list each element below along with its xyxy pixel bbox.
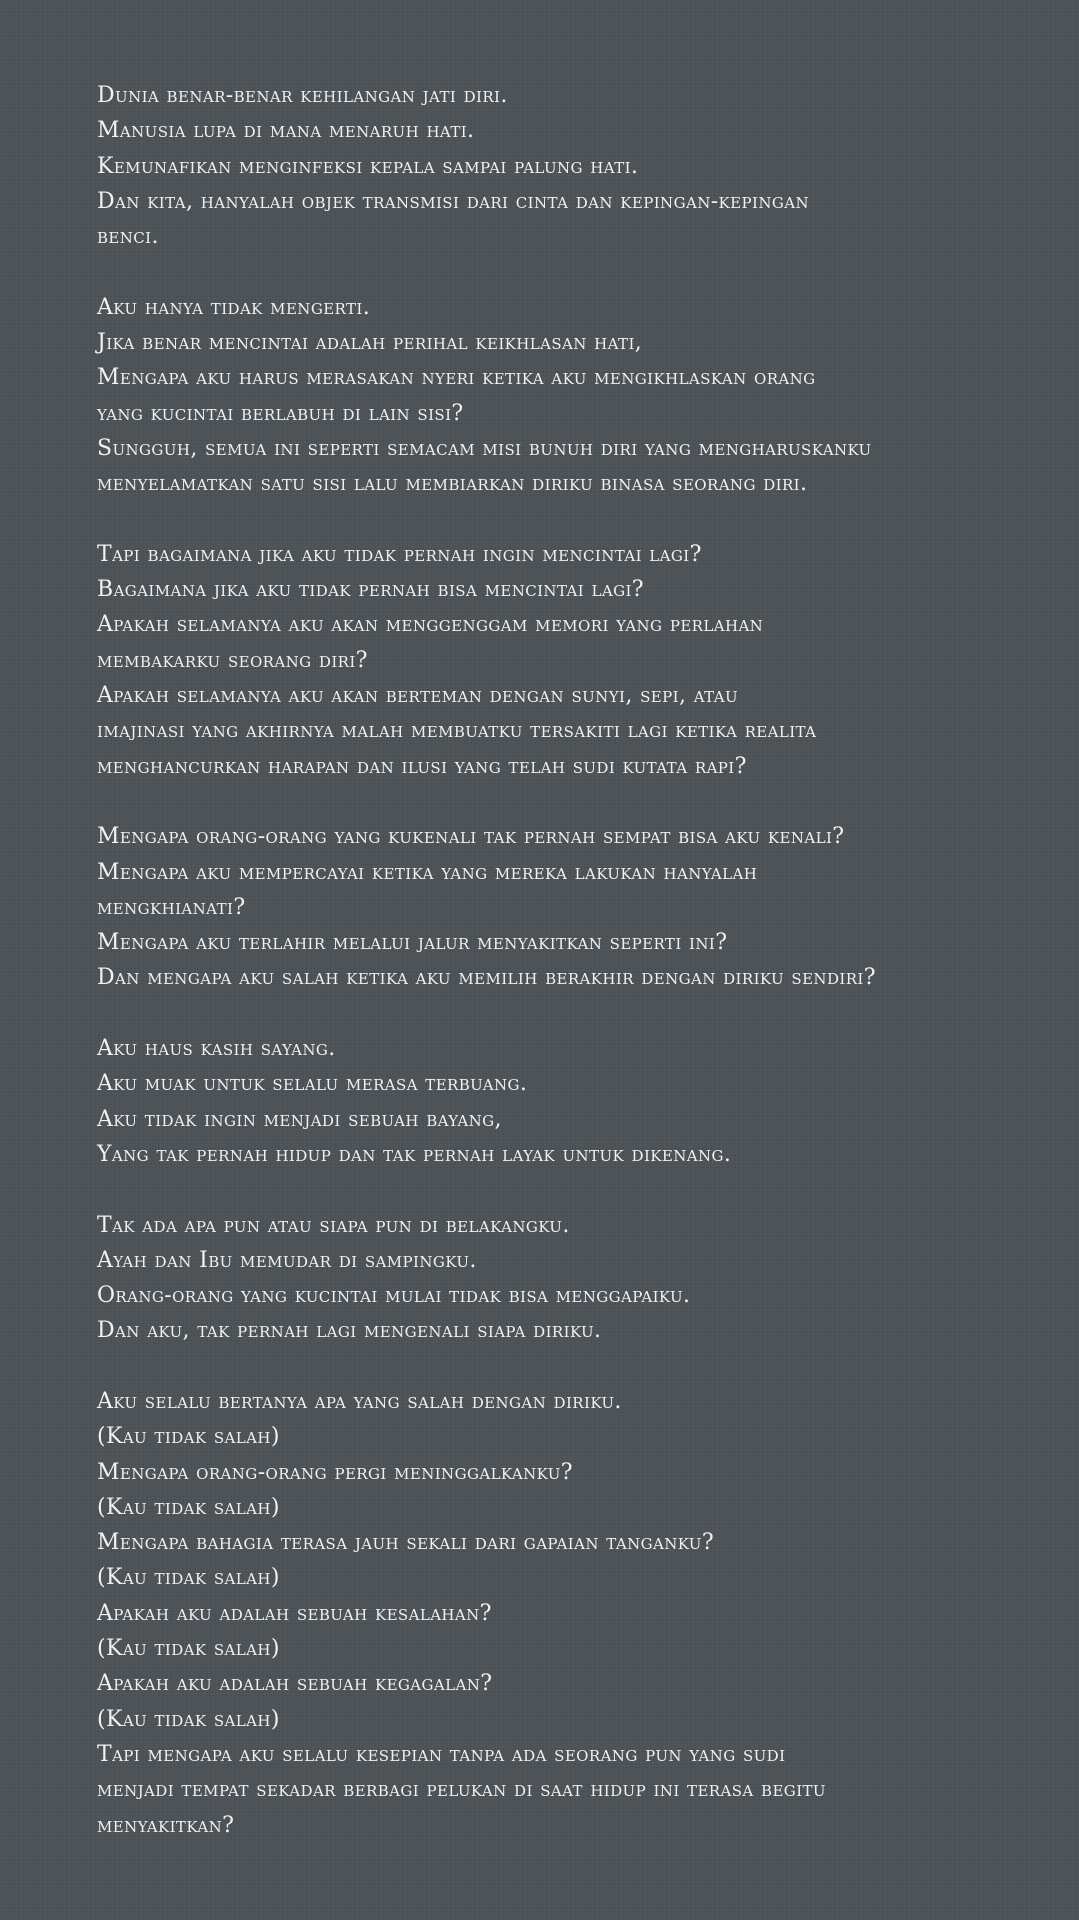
poem-line: Mengapa orang-orang yang kukenali tak pernah sempat bisa aku kenali? bbox=[97, 824, 845, 850]
stanza bbox=[97, 1384, 997, 1843]
poem-line: (Kau tidak salah) bbox=[97, 1424, 280, 1450]
poem-line: menyakitkan? bbox=[97, 1812, 235, 1838]
poem-line: Dunia benar-benar kehilangan jati diri. bbox=[97, 83, 508, 108]
poem-line: Apakah selamanya aku akan menggenggam memori yang perlahan bbox=[97, 612, 764, 638]
poem-line: mengkhianati? bbox=[97, 894, 246, 920]
poem-line: Yang tak pernah hidup dan tak pernah layak untuk dikenang. bbox=[97, 1141, 732, 1167]
stanza bbox=[97, 290, 997, 502]
poem-line: Jika benar mencintai adalah perihal keikhlasan hati, bbox=[97, 330, 643, 356]
poem-line: Dan mengapa aku salah ketika aku memilih berakhir dengan diriku sendiri? bbox=[97, 965, 876, 991]
stanza bbox=[97, 78, 997, 254]
poem-line: Mengapa bahagia terasa jauh sekali dari gapaian tanganku? bbox=[97, 1530, 715, 1556]
poem-line: (Kau tidak salah) bbox=[97, 1636, 280, 1662]
poem-line: Aku muak untuk selalu merasa terbuang. bbox=[97, 1071, 528, 1097]
poem-line: benci. bbox=[97, 224, 159, 250]
poem-line: Apakah selamanya aku akan berteman dengan sunyi, sepi, atau bbox=[97, 683, 739, 709]
poem-line: yang kucintai berlabuh di lain sisi? bbox=[97, 400, 464, 426]
poem-line: menjadi tempat sekadar berbagi pelukan di saat hidup ini terasa begitu bbox=[97, 1777, 826, 1803]
poem-line: Ayah dan Ibu memudar di sampingku. bbox=[97, 1247, 477, 1273]
poem-line: imajinasi yang akhirnya malah membuatku tersakiti lagi ketika realita bbox=[97, 718, 817, 744]
poem-line: Apakah aku adalah sebuah kegagalan? bbox=[97, 1671, 493, 1697]
poem-line: membakarku seorang diri? bbox=[97, 647, 368, 673]
poem-line: (Kau tidak salah) bbox=[97, 1494, 280, 1520]
poem-line: Kemunafikan menginfeksi kepala sampai palung hati. bbox=[97, 153, 639, 179]
poem-line: Aku hanya tidak mengerti. bbox=[97, 294, 371, 320]
poem-line: Orang-orang yang kucintai mulai tidak bisa menggapaiku. bbox=[97, 1283, 691, 1309]
poem-line: Mengapa aku harus merasakan nyeri ketika aku mengikhlaskan orang bbox=[97, 365, 816, 391]
poem-line: Dan kita, hanyalah objek transmisi dari cinta dan kepingan-kepingan bbox=[97, 188, 809, 214]
poem-line: menyelamatkan satu sisi lalu membiarkan diriku binasa seorang diri. bbox=[97, 471, 808, 497]
poem-line: Tak ada apa pun atau siapa pun di belakangku. bbox=[97, 1212, 570, 1238]
poem-line: (Kau tidak salah) bbox=[97, 1565, 280, 1591]
stanza bbox=[97, 819, 997, 995]
stanza bbox=[97, 1031, 997, 1172]
poem-line: Mengapa orang-orang pergi meninggalkanku? bbox=[97, 1459, 573, 1485]
poem-line: Aku selalu bertanya apa yang salah dengan diriku. bbox=[97, 1388, 622, 1414]
poem-line: (Kau tidak salah) bbox=[97, 1706, 280, 1732]
poem-line: Aku tidak ingin menjadi sebuah bayang, bbox=[97, 1106, 502, 1132]
poem-line: Aku haus kasih sayang. bbox=[97, 1036, 336, 1062]
poem-line: Bagaimana jika aku tidak pernah bisa mencintai lagi? bbox=[97, 577, 644, 603]
poem-line: Dan aku, tak pernah lagi mengenali siapa diriku. bbox=[97, 1318, 602, 1344]
poem-line: Sungguh, semua ini seperti semacam misi bunuh diri yang mengharuskanku bbox=[97, 435, 872, 461]
poem-line: Manusia lupa di mana menaruh hati. bbox=[97, 118, 475, 144]
poem-line: Tapi bagaimana jika aku tidak pernah ingin mencintai lagi? bbox=[97, 541, 702, 567]
poem-line: Apakah aku adalah sebuah kesalahan? bbox=[97, 1600, 492, 1626]
stanza bbox=[97, 1208, 997, 1349]
poem-line: Tapi mengapa aku selalu kesepian tanpa ada seorang pun yang sudi bbox=[97, 1741, 786, 1767]
stanza bbox=[97, 537, 997, 784]
poem-line: Mengapa aku mempercayai ketika yang mereka lakukan hanyalah bbox=[97, 859, 758, 885]
poem-line: Mengapa aku terlahir melalui jalur menyakitkan seperti ini? bbox=[97, 930, 728, 956]
poem-line: menghancurkan harapan dan ilusi yang telah sudi kutata rapi? bbox=[97, 753, 747, 779]
poem-text bbox=[97, 78, 997, 1843]
